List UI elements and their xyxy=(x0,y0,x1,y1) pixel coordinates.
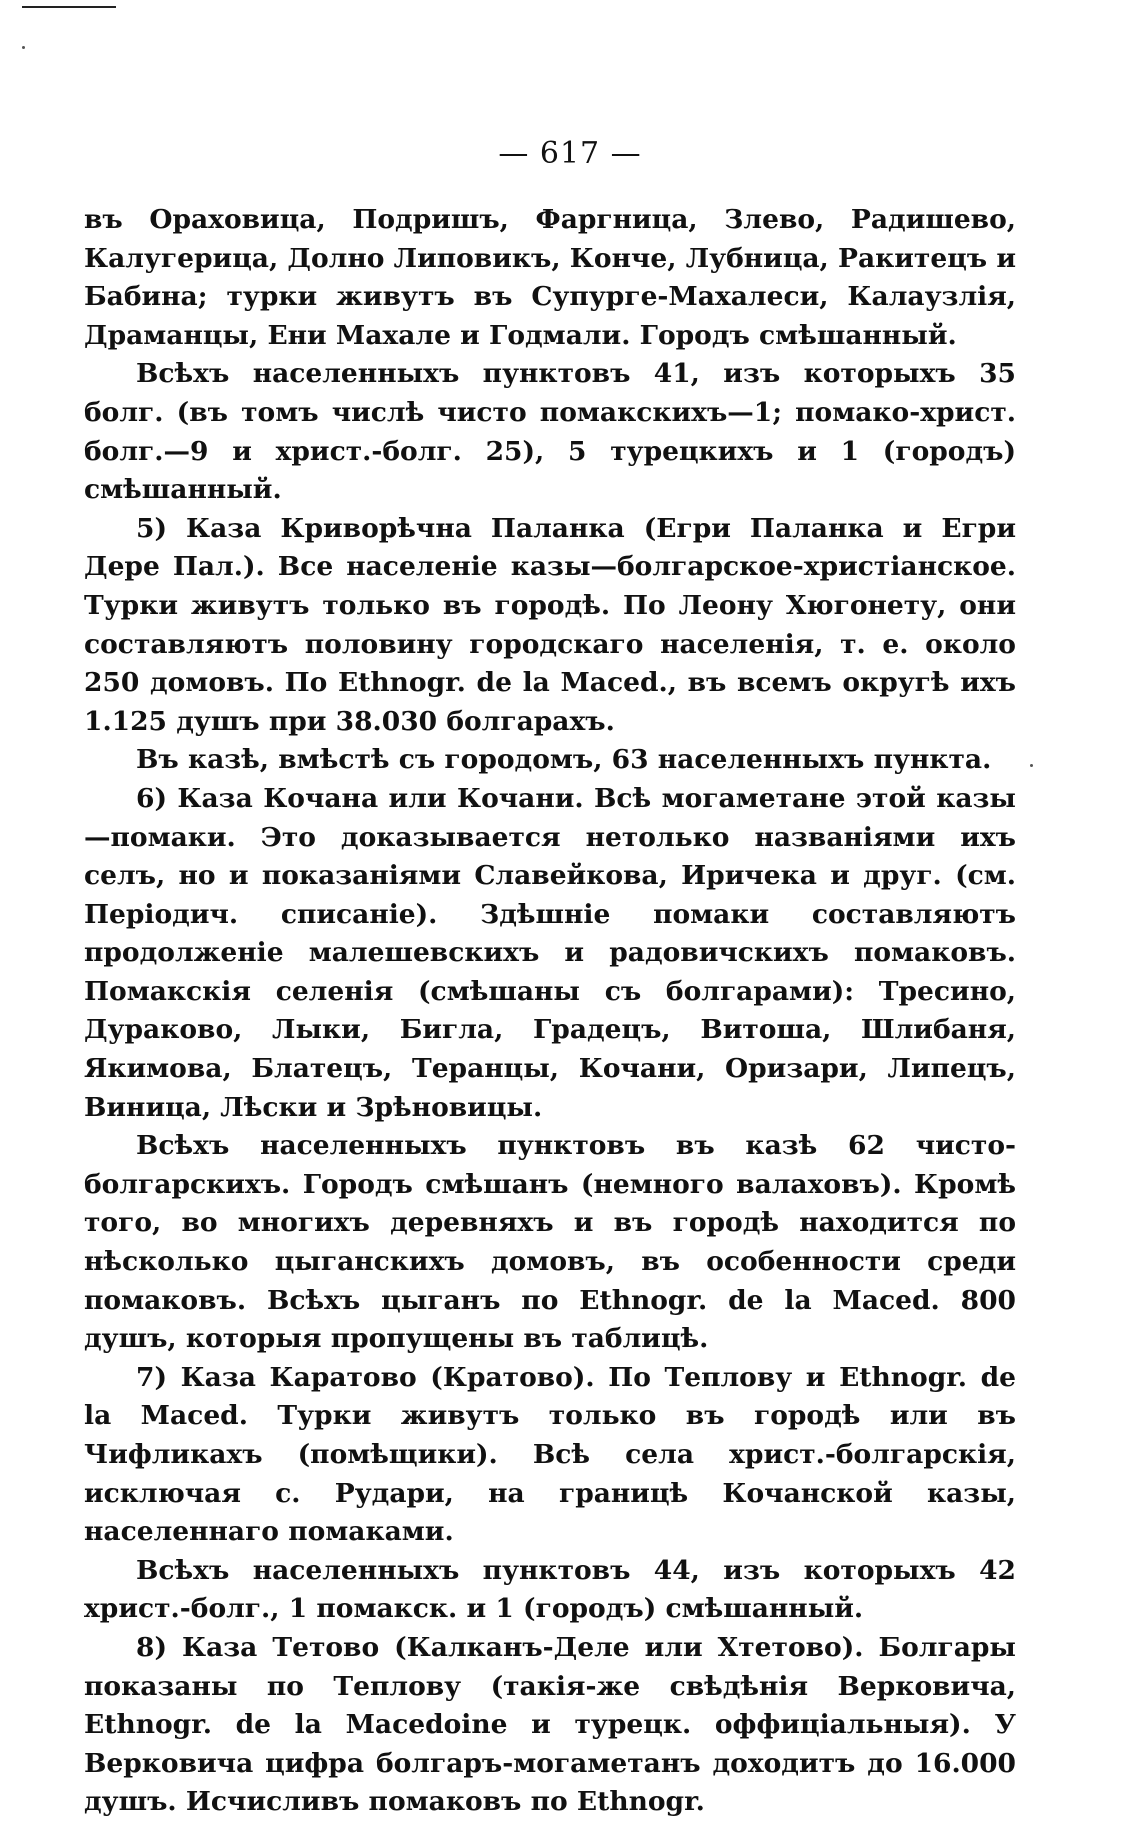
paragraph-summary-kaza-5: Въ казѣ, вмѣстѣ съ городомъ, 63 населенныхъ пункта. xyxy=(136,744,992,776)
paragraph-summary-kaza-6: Всѣхъ населенныхъ пунктовъ въ казѣ 62 чисто-болгарскихъ. Городъ смѣшанъ (немного валаховъ). Кромѣ того, во многихъ деревняхъ и въ городѣ находится по нѣсколько цыганскихъ домовъ, въ особенности среди помаковъ. Всѣхъ цыганъ по Ethnogr. de la Maced. 800 душъ, которыя пропущены въ таблицѣ. xyxy=(84,1130,1016,1355)
paragraph-kaza-6-kochana: 6) Каза Кочана или Кочани. Всѣ могаметане этой казы—помаки. Это доказывается нетолько названіями ихъ селъ, но и показаніями Славейкова, Иричека и друг. (см. Періодич. списаніе). Здѣшніе помаки составляютъ продолженіе малешевскихъ и радовичскихъ помаковъ. Помакскія селенія (смѣшаны съ болгарами): Тресино, Дураково, Лыки, Бигла, Градецъ, Витоша, Шлибаня, Якимова, Блатецъ, Теранцы, Кочани, Оризари, Липецъ, Виница, Лѣски и Зрѣновицы. xyxy=(84,782,1016,1123)
paragraph-summary-kaza-4: Всѣхъ населенныхъ пунктовъ 41, изъ которыхъ 35 болг. (въ томъ числѣ чисто помакскихъ—1; помако-христ. болг.—9 и христ.-болг. 25), 5 турецкихъ и 1 (городъ) смѣшанный. xyxy=(84,358,1016,506)
paragraph-kaza-8-tetovo: 8) Каза Тетово (Калканъ-Деле или Хтетово). Болгары показаны по Теплову (такія-же свѣдѣнія Верковича, Ethnogr. de la Macedoine и турецк. оффиціальныя). У Верковича цифра болгаръ-могаметанъ доходитъ до 16.000 душъ. Исчисливъ помаковъ по Ethnogr. xyxy=(84,1631,1016,1818)
body-text xyxy=(84,201,1016,1822)
page-number: — 617 — xyxy=(498,136,642,171)
paper-speck xyxy=(22,46,25,49)
top-border-rule xyxy=(22,6,116,8)
paragraph-summary-kaza-7: Всѣхъ населенныхъ пунктовъ 44, изъ которыхъ 42 христ.-болг., 1 помакск. и 1 (городъ) смѣшанный. xyxy=(84,1554,1016,1625)
paper-speck xyxy=(1030,764,1033,767)
paragraph-kaza-7-karatovo: 7) Каза Каратово (Кратово). По Теплову и Ethnogr. de la Maced. Турки живутъ только въ городѣ или въ Чифликахъ (помѣщики). Всѣ села христ.-болгарскія, исключая с. Рудари, на границѣ Кочанской казы, населеннаго помаками. xyxy=(84,1361,1016,1548)
paragraph-continuation: въ Ораховица, Подришъ, Фаргница, Злево, Радишево, Калугерица, Долно Липовикъ, Конче, Лубница, Ракитецъ и Бабина; турки живутъ въ Супурге-Махалеси, Калаузлія, Драманцы, Ени Махале и Годмали. Городъ смѣшанный. xyxy=(84,204,1016,351)
paragraph-kaza-5-palanka: 5) Каза Криворѣчна Паланка (Егри Паланка и Егри Дере Пал.). Все населеніе казы—болгарское-христіанское. Турки живутъ только въ городѣ. По Леону Хюгонету, они составляютъ половину городскаго населенія, т. е. около 250 домовъ. По Ethnogr. de la Maced., въ всемъ округѣ ихъ 1.125 душъ при 38.030 болгарахъ. xyxy=(84,512,1016,737)
